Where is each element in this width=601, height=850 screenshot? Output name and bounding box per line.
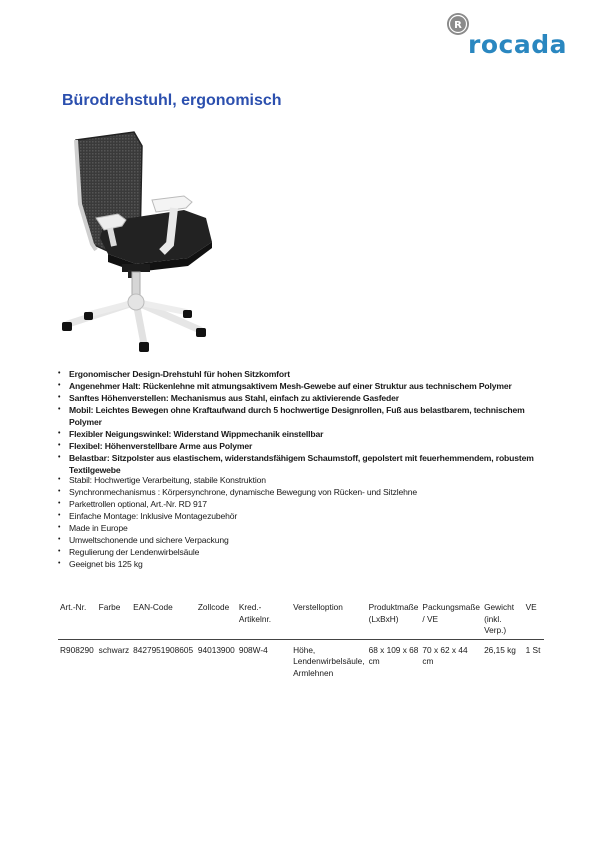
table-header-row: [58, 600, 544, 639]
cell-article-number: R908290: [60, 644, 94, 655]
column-header: Verstelloption: [293, 602, 343, 612]
column-header: VE: [525, 602, 537, 612]
list-item: • Parkettrollen optional, Art.-Nr. RD 917: [56, 498, 556, 510]
column-header: EAN-Code: [133, 602, 173, 612]
office-chair-image: [56, 126, 226, 358]
cell-supplier-article: 908W-4: [238, 644, 268, 655]
feature-list-plain: [56, 474, 556, 570]
page-title: Bürodrehstuhl, ergonomisch: [62, 92, 282, 109]
cell-packaging-unit: 1 St: [525, 644, 541, 655]
cell-ean-code: 8427951908605: [133, 644, 194, 655]
list-item: • Einfache Montage: Inklusive Montagezubehör: [56, 510, 556, 522]
brand-name: rocada: [468, 30, 567, 59]
list-item: • Belastbar: Sitzpolster aus elastischem, widerstandsfähigem Schaumstoff, gepolstert mit feuerhemmendem, robustem Textilgewebe: [56, 452, 556, 476]
list-item: • Angenehmer Halt: Rückenlehne mit atmungsaktivem Mesh-Gewebe auf einer Struktur aus technischem Polymer: [56, 380, 556, 392]
column-header: Packungsmaße / VE: [422, 602, 481, 624]
cell-product-dimensions: 68 x 109 x 68 cm: [368, 644, 419, 666]
table-row: [58, 639, 544, 681]
column-header: Zollcode: [197, 602, 230, 612]
feature-list-bold: [56, 368, 556, 476]
list-item: • Sanftes Höhenverstellen: Mechanismus aus Stahl, einfach zu aktivierende Gasfeder: [56, 392, 556, 404]
column-header: Produktmaße (LxBxH): [368, 602, 419, 624]
cell-package-dimensions: 70 x 62 x 44 cm: [422, 644, 468, 666]
svg-text:R: R: [454, 20, 462, 31]
list-item: • Mobil: Leichtes Bewegen ohne Kraftaufwand durch 5 hochwertige Designrollen, Fuß aus belastbarem, technischem Polymer: [56, 404, 556, 428]
column-header: Kred.-Artikelnr.: [238, 602, 272, 624]
list-item: • Ergonomischer Design-Drehstuhl für hohen Sitzkomfort: [56, 368, 556, 380]
brand-logo: [446, 12, 576, 62]
cell-color: schwarz: [98, 644, 130, 655]
rocada-logo-icon: [446, 12, 470, 36]
list-item: • Stabil: Hochwertige Verarbeitung, stabile Konstruktion: [56, 474, 556, 486]
list-item: • Flexibel: Höhenverstellbare Arme aus Polymer: [56, 440, 556, 452]
column-header: Farbe: [98, 602, 121, 612]
column-header: Art.-Nr.: [60, 602, 87, 612]
cell-customs-code: 94013900: [197, 644, 235, 655]
cell-weight: 26,15 kg: [484, 644, 516, 655]
list-item: • Made in Europe: [56, 522, 556, 534]
column-header: Gewicht (inkl. Verp.): [484, 602, 515, 635]
list-item: • Flexibler Neigungswinkel: Widerstand Wippmechanik einstellbar: [56, 428, 556, 440]
cell-adjustment: Höhe, Lendenwirbelsäule, Armlehnen: [293, 644, 365, 678]
list-item: • Geeignet bis 125 kg: [56, 558, 556, 570]
list-item: • Synchronmechanismus : Körpersynchrone, dynamische Bewegung von Rücken- und Sitzlehne: [56, 486, 556, 498]
list-item: • Umweltschonende und sichere Verpackung: [56, 534, 556, 546]
spec-table: [58, 600, 544, 681]
list-item: • Regulierung der Lendenwirbelsäule: [56, 546, 556, 558]
